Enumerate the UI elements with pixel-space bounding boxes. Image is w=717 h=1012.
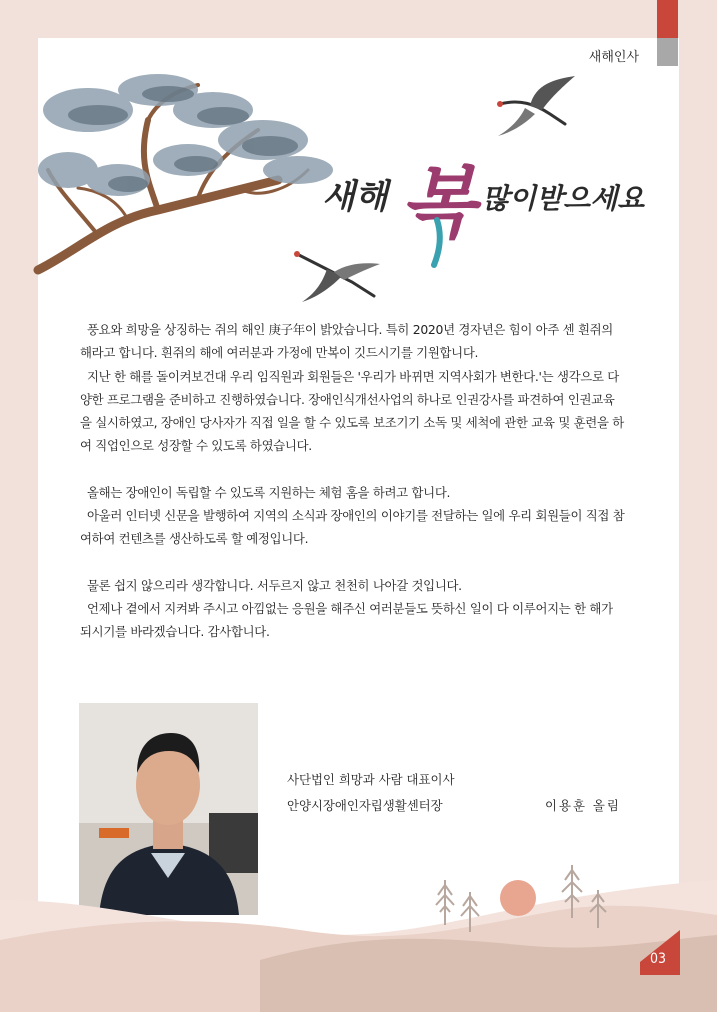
greeting-body: [80, 318, 626, 644]
paragraph: 지난 한 해를 돌이켜보건대 우리 임직원과 회원들은 '우리가 바뀌면 지역사회가 변한다.'는 생각으로 다양한 프로그램을 준비하고 진행하였습니다. 장애인식개선사업의 하나로 인권강사를 파견하여 인권교육을 실시하였고, 장애인 당사자가 직접 일을 할 수 있도록 보조기기 소독 및 세척에 관한 교육 및 훈련을 하여 직업인으로 성장할 수 있도록 하였습니다.: [80, 368, 624, 454]
landscape-illustration: [0, 840, 717, 1012]
signature-organization: 사단법인 희망과 사람 대표이사: [287, 772, 455, 787]
top-tab-gray: [657, 38, 678, 66]
svg-text:복: 복: [400, 158, 476, 249]
top-tab-red: [657, 0, 678, 38]
page-number: 03: [650, 951, 667, 967]
section-label: 새해인사: [588, 50, 639, 65]
signature-name: 이용훈 올림: [545, 798, 621, 813]
paragraph: 올해는 장애인이 독립할 수 있도록 지원하는 체험 홈을 하려고 합니다.: [87, 484, 451, 500]
signature-center: 안양시장애인자립생활센터장: [287, 798, 443, 813]
svg-text:새해: 새해: [322, 177, 388, 217]
paragraph: 풍요와 희망을 상징하는 쥐의 해인 庚子年이 밝았습니다. 특히 2020년 경자년은 힘이 아주 센 흰쥐의 해라고 합니다. 흰쥐의 해에 여러분과 가정에 만복이 깃드시기를 기원합니다.: [80, 322, 613, 361]
paragraph: 아울러 인터넷 신문을 발행하여 지역의 소식과 장애인의 이야기를 전달하는 일에 우리 회원들이 직접 참여하여 컨텐츠를 생산하도록 할 예정입니다.: [80, 508, 625, 547]
new-year-greeting-calligraphy: [322, 120, 645, 270]
svg-text:많이받으세요: 많이받으세요: [482, 182, 645, 215]
paragraph: 물론 쉽지 않으리라 생각합니다. 서두르지 않고 천천히 나아갈 것입니다.: [87, 577, 462, 593]
paragraph: 언제나 곁에서 지켜봐 주시고 아낌없는 응원을 해주신 여러분들도 뜻하신 일이 다 이루어지는 한 해가 되시기를 바라겠습니다. 감사합니다.: [80, 600, 613, 640]
